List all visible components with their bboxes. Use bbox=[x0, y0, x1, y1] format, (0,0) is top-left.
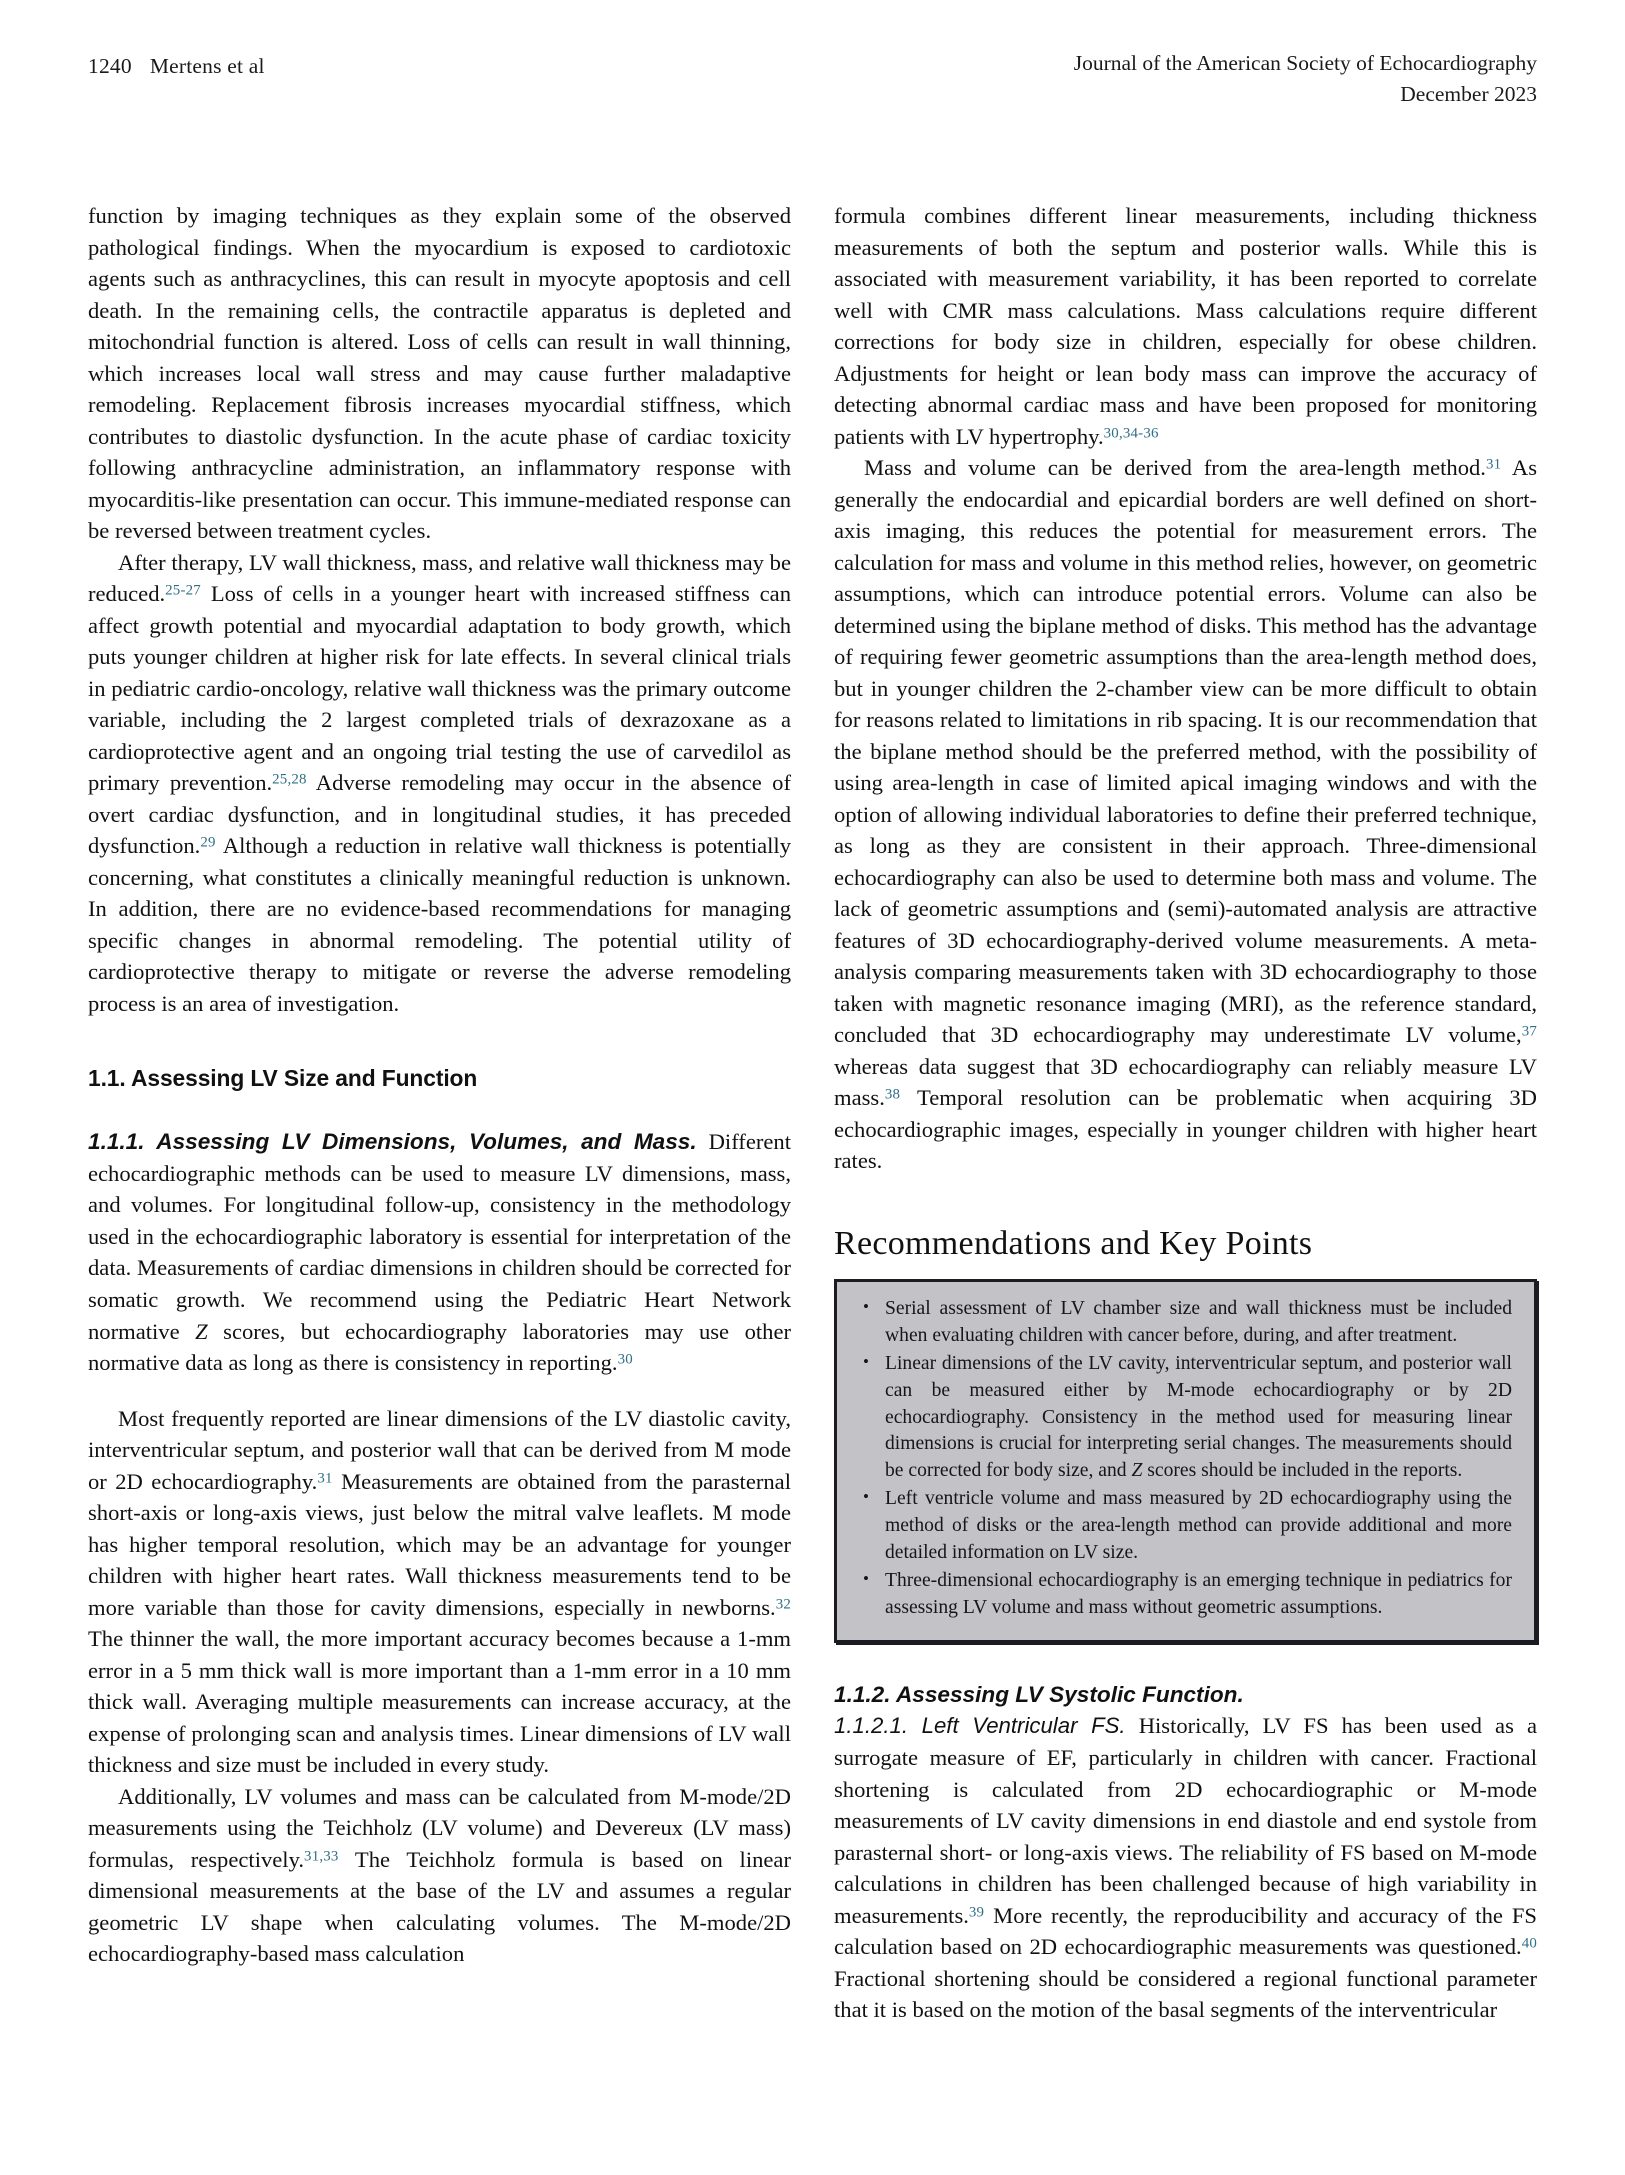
recommendation-item: • Serial assessment of LV chamber size and wall thickness must be included when evaluating children with cancer before, during, and after treatment. bbox=[885, 1296, 1512, 1349]
reference-superscript: 40 bbox=[1521, 1935, 1537, 1952]
running-head-authors: Mertens et al bbox=[149, 54, 265, 78]
z-symbol: Z bbox=[1131, 1459, 1143, 1481]
recommendations-list bbox=[851, 1296, 1512, 1622]
recommendation-item: • Three-dimensional echocardiography is an emerging technique in pediatrics for assessing LV volume and mass without geometric assumptions. bbox=[885, 1568, 1512, 1621]
recommendations-heading: Recommendations and Key Points bbox=[834, 1224, 1313, 1262]
page-folio: 1240 bbox=[88, 54, 132, 78]
right-column bbox=[834, 200, 1537, 2026]
paragraph: Mass and volume can be derived from the area-length method.$^{31}$ As generally the endocardial and epicardial borders are well defined on short-axis imaging, this reduces the potential for measurement errors. The calculation for mass and volume in this method relies, however, on geometric assumptions, which can introduce potential errors. Volume can also be determined using the biplane method of disks. This method has the advantage of requiring fewer geometric assumptions than the area-length method does, but in younger children the 2-chamber view can be more difficult to obtain for reasons related to limitations in rib spacing. It is our recommendation that the biplane method should be the preferred method, with the possibility of using area-length in case of limited apical imaging windows and with the option of allowing individual laboratories to define their preferred technique, as long as they are consistent in their approach. Three-dimensional echocardiography can also be used to determine both mass and volume. The lack of geometric assumptions and (semi)-automated analysis are attractive features of 3D echocardiography-derived volume measurements. A meta-analysis comparing measurements taken with 3D echocardiography to those taken with magnetic resonance imaging (MRI), as the reference standard, concluded that 3D echocardiography may underestimate LV volume,$^{37}$ whereas data suggest that 3D echocardiography can reliably measure LV mass.$^{38}$ Temporal resolution can be problematic when acquiring 3D echocardiographic images, especially in younger children with higher heart rates. bbox=[834, 455, 1538, 1174]
reference-superscript: 30 bbox=[617, 1351, 633, 1368]
reference-superscript: 30,34-36 bbox=[1103, 424, 1159, 441]
paragraph: formula combines different linear measurements, including thickness measurements of both the septum and posterior walls. While this is associated with measurement variability, it has been reported to correlate well with CMR mass calculations. Mass calculations require different corrections for body size in children, especially for obese children. Adjustments for height or lean body mass can improve the accuracy of detecting abnormal cardiac mass and have been proposed for monitoring patients with LV hypertrophy.$^{30,34-36}$ bbox=[834, 203, 1537, 449]
paragraph: Most frequently reported are linear dimensions of the LV diastolic cavity, interventricular septum, and posterior wall that can be derived from M mode or 2D echocardiography.$^{31}$ Measurements are obtained from the parasternal short-axis or long-axis views, just below the mitral valve leaflets. M mode has higher temporal resolution, which may be an advantage for younger children with higher heart rates. Wall thickness measurements tend to be more variable than those for cavity dimensions, especially in newborns.$^{32}$ The thinner the wall, the more important accuracy becomes because a 1-mm error in a 5 mm thick wall is more important than a 1-mm error in a 10 mm thick wall. Averaging multiple measurements can increase accuracy, at the expense of prolonging scan and analysis times. Linear dimensions of LV wall thickness and size must be included in every study. bbox=[88, 1405, 791, 1778]
subsection-label: 1.1.1. Assessing LV Dimensions, Volumes, and Mass. bbox=[88, 1129, 697, 1155]
two-column-body bbox=[88, 200, 1538, 2026]
reference-superscript: 25-27 bbox=[165, 582, 201, 599]
paragraph: Additionally, LV volumes and mass can be calculated from M-mode/2D measurements using the Teichholz (LV volume) and Devereux (LV mass) formulas, respectively.$^{31,33}$ The Teichholz formula is based on linear dimensional measurements at the base of the LV and assumes a regular geometric LV shape when calculating volumes. The M-mode/2D echocardiography-based mass calculation bbox=[88, 1783, 791, 1967]
subsection-heading-paragraph bbox=[834, 1679, 1537, 1711]
recommendations-box bbox=[834, 1279, 1537, 1643]
subsubsection-paragraph bbox=[834, 1710, 1537, 2026]
section-heading: 1.1. Assessing LV Size and Function bbox=[88, 1065, 478, 1092]
journal-title: Journal of the American Society of Echocardiography bbox=[1073, 51, 1537, 75]
issue-date: December 2023 bbox=[1400, 82, 1537, 107]
left-column bbox=[88, 200, 791, 2026]
subsection-body: Different echocardiographic methods can be used to measure LV dimensions, mass, and volumes. For longitudinal follow-up, consistency in the methodology used in the echocardiographic laboratory is essential for interpretation of the data. Measurements of cardiac dimensions in children should be corrected for somatic growth. We recommend using the Pediatric Heart Network normative Z scores, but echocardiography laboratories may use other normative data as long as there is consistency in reporting.$^{30}$ bbox=[88, 1129, 791, 1376]
recommendation-item: • Linear dimensions of the LV cavity, interventricular septum, and posterior wall can be measured either by M-mode echocardiography or by 2D echocardiography. Consistency in the method used for measuring linear dimensions is crucial for interpreting serial changes. The measurements should be corrected for body size, and Z scores should be included in the reports. bbox=[885, 1351, 1512, 1484]
running-head-right bbox=[1074, 48, 1537, 110]
reference-superscript: 32 bbox=[775, 1595, 791, 1612]
running-head bbox=[88, 48, 1537, 118]
subsubsection-label: 1.1.2.1. Left Ventricular FS. bbox=[834, 1713, 1126, 1739]
running-head-left bbox=[88, 54, 265, 79]
subsection-paragraph bbox=[88, 1126, 791, 1378]
z-symbol: Z bbox=[195, 1318, 208, 1344]
reference-superscript: 39 bbox=[968, 1904, 985, 1921]
reference-superscript: 38 bbox=[884, 1086, 901, 1103]
reference-superscript: 31 bbox=[1485, 456, 1502, 473]
reference-superscript: 25,28 bbox=[272, 771, 307, 788]
paragraph: After therapy, LV wall thickness, mass, and relative wall thickness may be reduced.$^{25-27}$ Loss of cells in a younger heart with increased stiffness can affect growth potential and myocardial adaptation to body growth, which puts younger children at higher risk for late effects. In several clinical trials in pediatric cardio-oncology, relative wall thickness was the primary outcome variable, including the 2 largest completed trials of dexrazoxane as a cardioprotective agent and an ongoing trial testing the use of carvedilol as primary prevention.$^{25,28}$ Adverse remodeling may occur in the absence of overt cardiac dysfunction, and in longitudinal studies, it has preceded dysfunction.$^{29}$ Although a reduction in relative wall thickness is potentially concerning, what constitutes a clinically meaningful reduction is unknown. In addition, there are no evidence-based recommendations for managing specific changes in abnormal remodeling. The potential utility of cardioprotective therapy to mitigate or reverse the adverse remodeling process is an area of investigation. bbox=[88, 549, 791, 1016]
reference-superscript: 31 bbox=[317, 1469, 333, 1486]
reference-superscript: 37 bbox=[1521, 1023, 1537, 1040]
reference-superscript: 29 bbox=[200, 834, 216, 851]
reference-superscript: 31,33 bbox=[304, 1848, 339, 1865]
paragraph: function by imaging techniques as they explain some of the observed pathological findings. When the myocardium is exposed to cardiotoxic agents such as anthracyclines, this can result in myocyte apoptosis and cell death. In the remaining cells, the contractile apparatus is depleted and mitochondrial function is altered. Loss of cells can result in wall thinning, which increases local wall stress and may cause further maladaptive remodeling. Replacement fibrosis increases myocardial stiffness, which contributes to diastolic dysfunction. In the acute phase of cardiac toxicity following anthracycline administration, an inflammatory response with myocarditis-like presentation can occur. This immune-mediated response can be reversed between treatment cycles. bbox=[88, 203, 791, 544]
subsection-label: 1.1.2. Assessing LV Systolic Function. bbox=[834, 1681, 1244, 1707]
subsubsection-body: Historically, LV FS has been used as a surrogate measure of EF, particularly in children with cancer. Fractional shortening is calculated from 2D echocardiographic or M-mode measurements of LV cavity dimensions in end diastole and end systole from parasternal short- or long-axis views. The reliability of FS based on M-mode calculations in children has been challenged because of high variability in measurements.$^{39}$ More recently, the reproducibility and accuracy of the FS calculation based on 2D echocardiographic measurements was questioned.$^{40}$ Fractional shortening should be considered a regional functional parameter that it is based on the motion of the basal segments of the interventricular bbox=[834, 1713, 1538, 2023]
recommendation-item: • Left ventricle volume and mass measured by 2D echocardiography using the method of disks or the area-length method can provide additional and more detailed information on LV size. bbox=[885, 1486, 1512, 1566]
